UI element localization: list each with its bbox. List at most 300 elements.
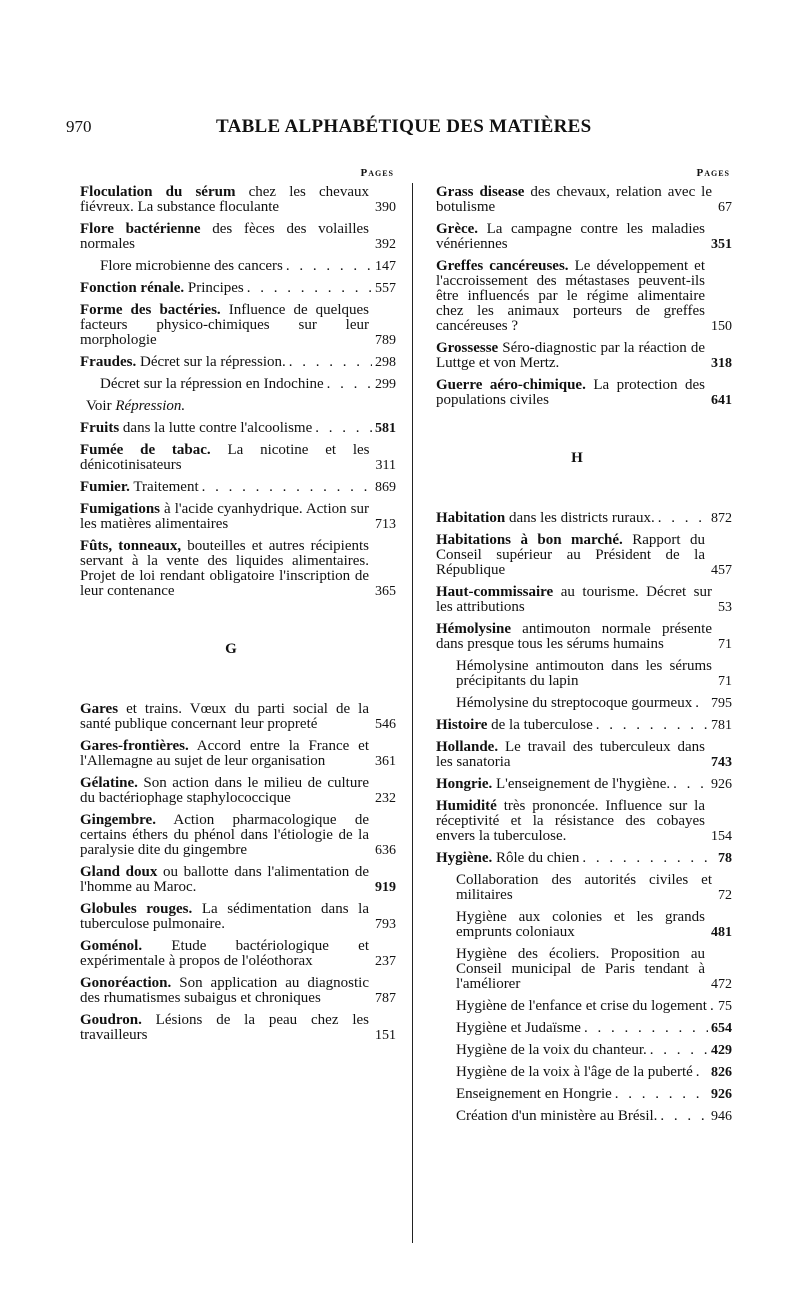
entry-text: Hygiène aux colonies et les grands emprunts coloniaux [456, 909, 705, 940]
entry-line [80, 976, 396, 1006]
entry-body [80, 975, 369, 1006]
entry-text: Etude bactériologique et expérimentale à propos de l'oléothorax [80, 938, 369, 969]
entry-heading: Globules rouges. [80, 901, 193, 917]
index-entry [66, 902, 396, 932]
page-ref: 869 [375, 480, 396, 495]
index-subentry [422, 1043, 732, 1058]
index-entry [66, 776, 396, 806]
leader-dots [660, 1109, 708, 1124]
page-header [66, 117, 706, 147]
entry-text-holder [436, 777, 670, 792]
entry-line [456, 910, 732, 940]
left-entries [66, 185, 396, 1043]
page-ref: 237 [375, 954, 396, 969]
entry-text-holder [80, 355, 286, 370]
leader-dots [289, 355, 372, 370]
page-ref: 743 [711, 755, 732, 770]
page-ref: 75 [718, 999, 732, 1014]
right-column [422, 167, 732, 1131]
entry-text-holder [456, 1043, 647, 1058]
entry-line [436, 511, 732, 526]
entry-body [436, 621, 712, 652]
page-ref: 472 [711, 977, 732, 992]
entry-heading: Gares-frontières. [80, 738, 189, 754]
entry-line [80, 739, 396, 769]
page-ref: 557 [375, 281, 396, 296]
entry-line [436, 259, 732, 334]
entry-heading: Goménol. [80, 938, 143, 954]
entry-body [456, 1086, 612, 1102]
entry-text: Influence de quelques facteurs physico-chimiques sur leur morphologie [80, 302, 369, 348]
entry-line [80, 902, 396, 932]
page-ref: 392 [375, 237, 396, 252]
entry-heading: Guerre aéro-chimique. [436, 377, 586, 393]
entry-text: Traitement [129, 479, 199, 495]
index-entry [422, 533, 732, 578]
entry-text: Le travail des tuberculeux dans les sanatoria [436, 739, 705, 770]
entry-text-holder [456, 696, 692, 711]
entry-body [80, 701, 369, 732]
entry-text: bouteilles et autres récipients servant à la vente des liquides alimentaires. Projet de loi rendant obligatoire l'inscription de leur contenance [80, 538, 369, 599]
index-entry [422, 799, 732, 844]
see-target: Répression. [115, 398, 186, 414]
page-ref: 919 [375, 880, 396, 895]
entry-text: Hygiène de la voix du chanteur. [456, 1042, 647, 1058]
entry-text-holder [80, 902, 369, 932]
entry-line [436, 799, 732, 844]
entry-body [436, 776, 670, 792]
index-entry [66, 303, 396, 348]
entry-text: des fèces des volailles normales [80, 221, 369, 252]
entry-body [456, 1108, 657, 1124]
entry-body [456, 658, 712, 689]
page-ref: 71 [718, 674, 732, 689]
index-entry [66, 539, 396, 599]
entry-text: des chevaux, relation avec le botulisme [436, 184, 712, 215]
section-letter: G [225, 641, 237, 657]
entry-line [456, 1043, 732, 1058]
entry-text-holder [456, 910, 705, 940]
index-entry [422, 777, 732, 792]
index-entry [422, 622, 732, 652]
pages-label: Pages [696, 167, 730, 179]
column-divider [412, 183, 413, 1243]
entry-line [436, 777, 732, 792]
entry-text-holder [80, 421, 312, 436]
entry-line [80, 939, 396, 969]
index-entry [66, 222, 396, 252]
entry-line [80, 421, 396, 436]
entry-body [100, 376, 324, 392]
page-ref: 926 [711, 1087, 732, 1102]
leader-dots [695, 696, 708, 711]
entry-heading: Fumée de tabac. [80, 442, 211, 458]
entry-text: Flore microbienne des cancers [100, 258, 283, 274]
entry-body [436, 584, 712, 615]
entry-text-holder [80, 502, 369, 532]
see-text: Voir [86, 398, 116, 414]
entry-text-holder [80, 539, 369, 599]
section-letter: H [571, 450, 583, 466]
entry-text-holder [80, 702, 369, 732]
page-ref: 151 [375, 1028, 396, 1043]
entry-line [80, 502, 396, 532]
entry-text-holder [436, 799, 705, 844]
entry-text: Action pharmacologique de certains éthers du phénol dans l'étiologie de la paralysie dite du gingembre [80, 812, 369, 858]
entry-text: Séro-diagnostic par la réaction de Luttge et von Mertz. [436, 340, 705, 371]
index-subentry [422, 1065, 732, 1080]
entry-body [456, 909, 705, 940]
leader-dots [615, 1087, 708, 1102]
entry-text-holder [80, 443, 370, 473]
leader-dots [584, 1021, 708, 1036]
entry-text-holder [436, 378, 705, 408]
entry-body [436, 850, 579, 866]
entry-text-holder [80, 739, 369, 769]
page-ref: 636 [375, 843, 396, 858]
entry-line [80, 865, 396, 895]
leader-dots [582, 851, 715, 866]
page-ref: 481 [711, 925, 732, 940]
entry-heading: Habitations à bon marché. [436, 532, 623, 548]
entry-text: Hygiène de l'enfance et crise du logement [456, 998, 707, 1014]
entry-text-holder [436, 259, 705, 334]
entry-body [436, 258, 705, 334]
entry-line [456, 999, 732, 1014]
page-ref: 147 [375, 259, 396, 274]
entry-body [456, 1020, 581, 1036]
leader-dots [286, 259, 372, 274]
entry-heading: Hémolysine [436, 621, 511, 637]
entry-text: Lésions de la peau chez les travailleurs [80, 1012, 369, 1043]
index-subentry [422, 659, 732, 689]
entry-body [436, 377, 705, 408]
entry-body [80, 1012, 369, 1043]
index-subentry [66, 377, 396, 392]
index-entry [66, 480, 396, 495]
leader-dots [696, 1065, 708, 1080]
entry-body [80, 221, 369, 252]
entry-heading: Fruits [80, 420, 120, 436]
page-ref: 787 [375, 991, 396, 1006]
page-ref: 298 [375, 355, 396, 370]
index-entry [422, 185, 732, 215]
entry-text-holder [100, 259, 283, 274]
entry-body [80, 442, 370, 473]
entry-text-holder [436, 718, 593, 733]
index-subentry [422, 696, 732, 711]
entry-line [436, 718, 732, 733]
entry-text-holder [80, 813, 369, 858]
entry-body [80, 354, 286, 370]
entry-text-holder [456, 1087, 612, 1102]
entry-body [80, 738, 369, 769]
entry-body [80, 280, 244, 296]
entry-body [436, 739, 705, 770]
leader-dots [710, 999, 715, 1014]
entry-text: La sédimentation dans la tuberculose pulmonaire. [80, 901, 369, 932]
page-ref: 390 [375, 200, 396, 215]
entry-text-holder [456, 947, 705, 992]
entry-text-holder [80, 480, 199, 495]
entry-text-holder [436, 222, 705, 252]
entry-text-holder [436, 341, 705, 371]
entry-body [436, 221, 705, 252]
entry-line [436, 378, 732, 408]
entry-body [80, 812, 369, 858]
entry-heading: Floculation du sérum [80, 184, 236, 200]
entry-text-holder [456, 999, 707, 1014]
index-entry [66, 739, 396, 769]
page-ref: 546 [375, 717, 396, 732]
entry-text-holder [436, 740, 705, 770]
entry-text-holder [80, 281, 244, 296]
entry-body [456, 872, 712, 903]
entry-text: Décret sur la répression. [136, 354, 286, 370]
page-ref: 365 [375, 584, 396, 599]
index-entry [422, 511, 732, 526]
page-ref: 311 [375, 458, 396, 473]
page-ref: 361 [375, 754, 396, 769]
index-entry [66, 865, 396, 895]
entry-line [80, 776, 396, 806]
page-title: TABLE ALPHABÉTIQUE DES MATIÈRES [216, 116, 592, 137]
entry-text: Hygiène des écoliers. Proposition au Conseil municipal de Paris tendant à l'améliorer [456, 946, 705, 992]
page-ref: 72 [718, 888, 732, 903]
page-ref: 351 [711, 237, 732, 252]
entry-heading: Grossesse [436, 340, 499, 356]
leader-dots [596, 718, 708, 733]
entry-heading: Fumier. [80, 479, 130, 495]
index-entry [66, 281, 396, 296]
leader-dots [673, 777, 708, 792]
entry-heading: Gland doux [80, 864, 158, 880]
entry-line [80, 303, 396, 348]
entry-text: Hygiène de la voix à l'âge de la puberté [456, 1064, 693, 1080]
entry-body [456, 1042, 647, 1058]
entry-line [456, 1021, 732, 1036]
page-number: 970 [66, 117, 92, 136]
page-ref: 150 [711, 319, 732, 334]
entry-line [80, 480, 396, 495]
page-ref: 946 [711, 1109, 732, 1124]
index-subentry [422, 1109, 732, 1124]
entry-text-holder [456, 1109, 657, 1124]
page-ref: 53 [718, 600, 732, 615]
index-entry [66, 939, 396, 969]
index-entry [66, 1013, 396, 1043]
entry-text-holder [80, 222, 369, 252]
entry-heading: Hygiène. [436, 850, 493, 866]
page-ref: 71 [718, 637, 732, 652]
entry-heading: Hongrie. [436, 776, 493, 792]
entry-text-holder [80, 939, 369, 969]
entry-body [456, 1064, 693, 1080]
entry-text: Hémolysine antimouton dans les sérums précipitants du lapin [456, 658, 712, 689]
entry-text: au tourisme. Décret sur les attributions [436, 584, 712, 615]
index-entry [422, 740, 732, 770]
index-entry [66, 813, 396, 858]
page-ref: 789 [375, 333, 396, 348]
entry-line [100, 377, 396, 392]
right-entries [422, 185, 732, 1124]
entry-text: Collaboration des autorités civiles et militaires [456, 872, 712, 903]
entry-text-holder [80, 303, 369, 348]
index-subentry [422, 1087, 732, 1102]
entry-heading: Haut-commissaire [436, 584, 554, 600]
entry-body [436, 340, 705, 371]
entry-text: La campagne contre les maladies vénériennes [436, 221, 705, 252]
index-entry [66, 443, 396, 473]
entry-heading: Histoire [436, 717, 488, 733]
entry-line [436, 533, 732, 578]
entry-heading: Grass disease [436, 184, 525, 200]
entry-text: dans les districts ruraux. [505, 510, 655, 526]
entry-text: Décret sur la répression en Indochine [100, 376, 324, 392]
entry-text: à l'acide cyanhydrique. Action sur les matières alimentaires [80, 501, 369, 532]
entry-heading: Greffes cancéreuses. [436, 258, 569, 274]
entry-text-holder [80, 185, 369, 215]
page-ref: 78 [718, 851, 732, 866]
entry-text-holder [436, 851, 579, 866]
entry-body [456, 998, 707, 1014]
entry-body [80, 420, 312, 436]
index-entry [66, 185, 396, 215]
entry-line [456, 1087, 732, 1102]
entry-text-holder [80, 865, 369, 895]
page-ref: 318 [711, 356, 732, 371]
entry-body [100, 258, 283, 274]
page-ref: 872 [711, 511, 732, 526]
entry-line [80, 813, 396, 858]
page-ref: 654 [711, 1021, 732, 1036]
entry-text: dans la lutte contre l'alcoolisme [119, 420, 313, 436]
entry-text: Enseignement en Hongrie [456, 1086, 612, 1102]
entry-body [436, 532, 705, 578]
entry-body [80, 775, 369, 806]
entry-heading: Grèce. [436, 221, 479, 237]
page-ref: 793 [375, 917, 396, 932]
entry-line [80, 281, 396, 296]
entry-line [100, 259, 396, 274]
index-subentry [422, 999, 732, 1014]
entry-text-holder [80, 776, 369, 806]
entry-body [436, 510, 655, 526]
entry-body [436, 798, 705, 844]
page-ref: 926 [711, 777, 732, 792]
entry-heading: Gingembre. [80, 812, 156, 828]
page-ref: 713 [375, 517, 396, 532]
page-ref: 581 [375, 421, 396, 436]
entry-body [80, 538, 369, 599]
entry-heading: Gélatine. [80, 775, 138, 791]
entry-text: Rôle du chien [492, 850, 580, 866]
entry-text: Création d'un ministère au Brésil. [456, 1108, 658, 1124]
see-reference [66, 399, 396, 414]
entry-heading: Gares [80, 701, 119, 717]
entry-line [436, 341, 732, 371]
entry-heading: Gonoréaction. [80, 975, 172, 991]
entry-text-holder [80, 1013, 369, 1043]
entry-heading: Fûts, tonneaux, [80, 538, 182, 554]
index-subentry [422, 947, 732, 992]
entry-text: de la tuberculose [487, 717, 593, 733]
entry-text: La nicotine et les dénicotinisateurs [80, 442, 370, 473]
entry-text-holder [456, 1021, 581, 1036]
entry-text-holder [456, 1065, 693, 1080]
page-ref: 781 [711, 718, 732, 733]
entry-text: Le développement et l'accroissement des métastases peuvent-ils être influencés par le régime alimentaire chez les animaux porteurs de greffes cancéreuses ? [436, 258, 706, 334]
entry-body [456, 695, 692, 711]
entry-line [436, 851, 732, 866]
entry-text-holder [80, 976, 369, 1006]
entry-text: Rapport du Conseil supérieur au Président de la République [436, 532, 705, 578]
entry-text: Son action dans le milieu de culture du bactériophage staphylococcique [80, 775, 369, 806]
entry-body [80, 184, 369, 215]
index-entry [66, 976, 396, 1006]
entry-body [80, 938, 369, 969]
entry-text-holder [436, 511, 655, 526]
entry-line [80, 355, 396, 370]
entry-body [80, 864, 369, 895]
entry-body [80, 501, 369, 532]
page-ref: 457 [711, 563, 732, 578]
index-entry [422, 378, 732, 408]
entry-text-holder [100, 377, 324, 392]
index-entry [66, 421, 396, 436]
entry-text: Hémolysine du streptocoque gourmeux [456, 695, 693, 711]
index-entry [66, 355, 396, 370]
page-ref: 429 [711, 1043, 732, 1058]
entry-line [456, 659, 732, 689]
entry-heading: Goudron. [80, 1012, 142, 1028]
entry-line [80, 1013, 396, 1043]
leader-dots [247, 281, 372, 296]
entry-heading: Flore bactérienne [80, 221, 201, 237]
entry-line [456, 1109, 732, 1124]
page-ref: 641 [711, 393, 732, 408]
entry-text: Accord entre la France et l'Allemagne au sujet de leur organisation [80, 738, 369, 769]
entry-text: Hygiène et Judaïsme [456, 1020, 581, 1036]
entry-line [436, 622, 732, 652]
entry-line [456, 947, 732, 992]
index-entry [422, 259, 732, 334]
index-subentry [66, 259, 396, 274]
leader-dots [315, 421, 372, 436]
entry-heading: Fumigations [80, 501, 161, 517]
leader-dots [202, 480, 372, 495]
entry-text-holder [436, 585, 712, 615]
entry-text: Principes [184, 280, 244, 296]
entry-heading: Fonction rénale. [80, 280, 185, 296]
entry-line [436, 222, 732, 252]
entry-body [456, 946, 705, 992]
page-ref: 795 [711, 696, 732, 711]
entry-heading: Hollande. [436, 739, 499, 755]
entry-body [436, 184, 712, 215]
entry-body [80, 302, 369, 348]
entry-heading: Fraudes. [80, 354, 137, 370]
index-entry [66, 502, 396, 532]
index-entry [422, 585, 732, 615]
entry-text-holder [456, 659, 712, 689]
left-column [66, 167, 396, 1050]
page-ref: 67 [718, 200, 732, 215]
entry-line [456, 873, 732, 903]
page-ref: 299 [375, 377, 396, 392]
entry-text: ou ballotte dans l'alimentation de l'homme au Maroc. [80, 864, 369, 895]
entry-text: antimouton normale présente dans presque tous les sérums humains [436, 621, 712, 652]
